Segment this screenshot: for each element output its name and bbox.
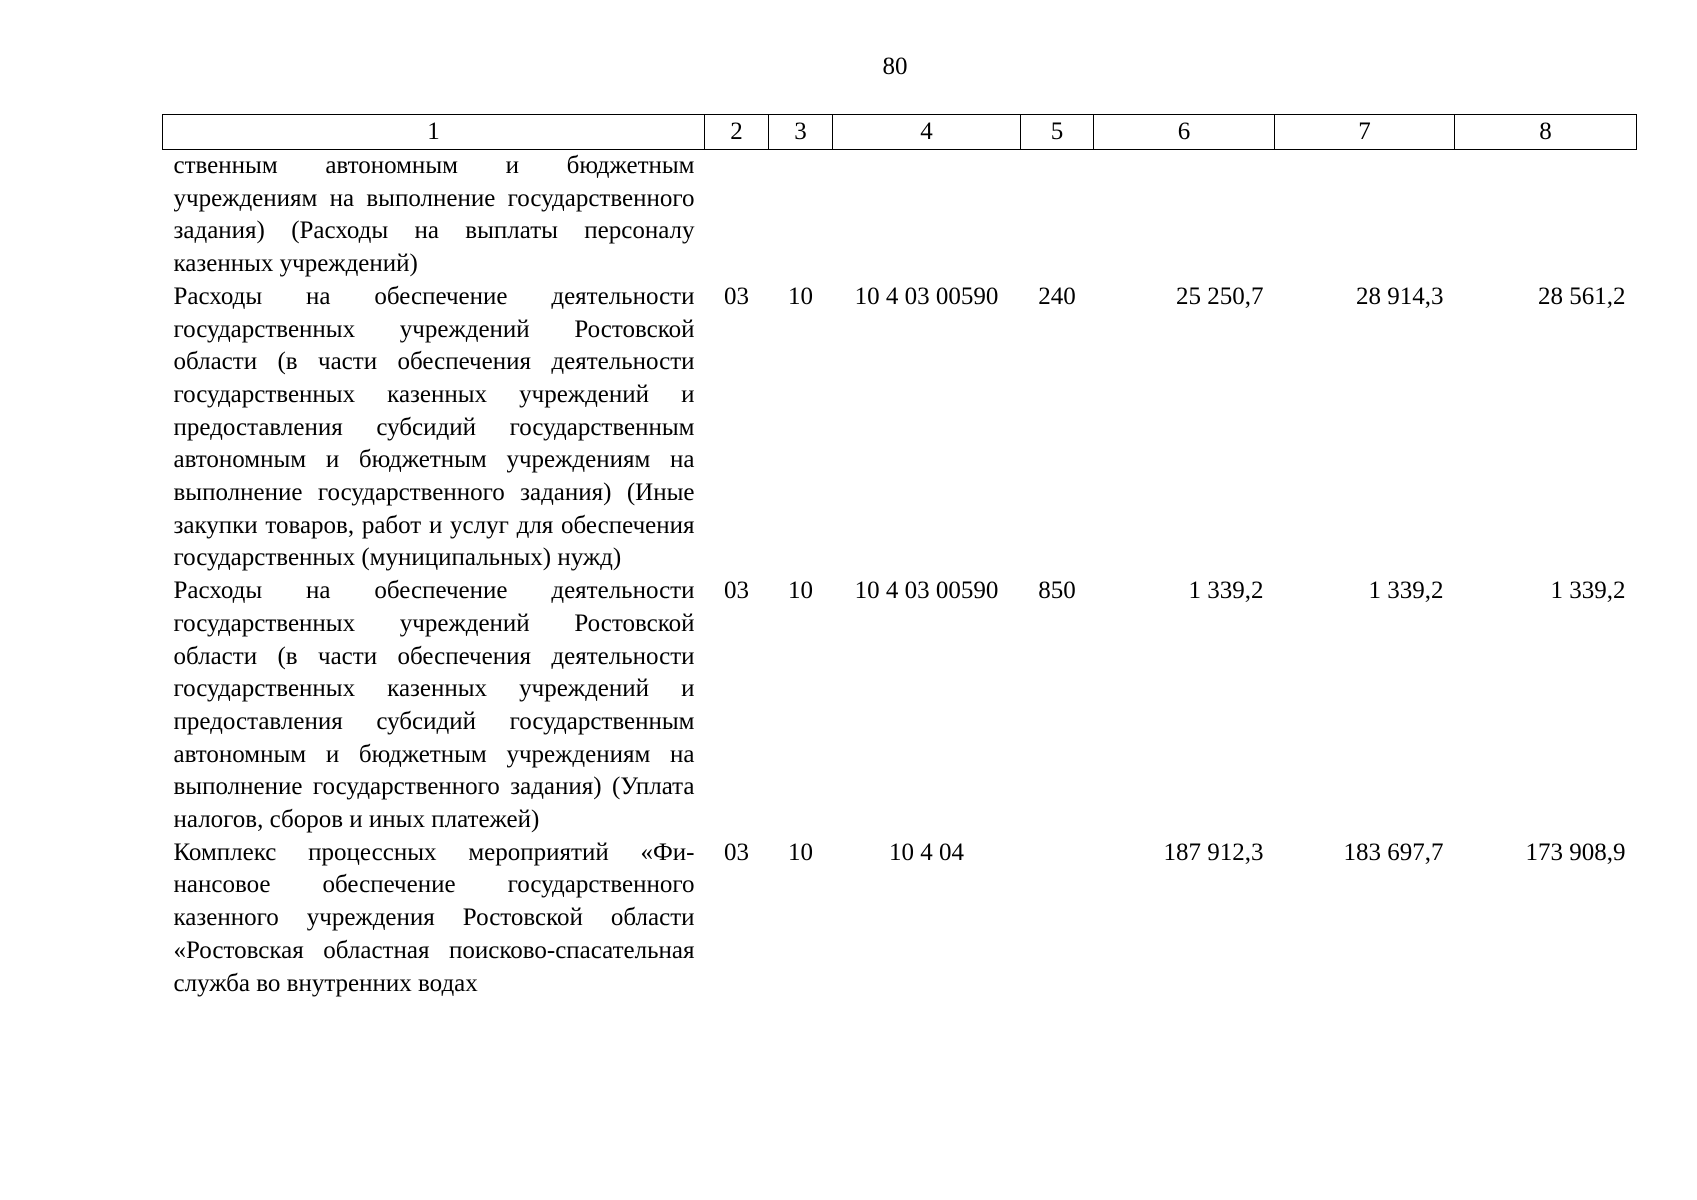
header-cell-5: 5 <box>1021 115 1094 150</box>
header-cell-7: 7 <box>1275 115 1455 150</box>
row-amount-col7 <box>1275 150 1455 281</box>
budget-table <box>162 114 1637 1000</box>
row-amount-col8 <box>1455 150 1637 281</box>
table-row <box>163 837 1637 1001</box>
row-amount-col7: 1 339,2 <box>1368 577 1444 605</box>
row-section: 03 <box>724 282 749 310</box>
row-amount-col8: 173 908,9 <box>1525 838 1626 866</box>
table-row <box>163 575 1637 837</box>
row-subsection: 10 <box>788 838 813 866</box>
row-amount-col8: 28 561,2 <box>1538 282 1626 310</box>
row-subsection <box>769 150 833 281</box>
header-cell-3: 3 <box>769 115 833 150</box>
row-subsection: 10 <box>788 577 813 605</box>
row-expense-type: 240 <box>1038 282 1076 310</box>
row-section: 03 <box>724 838 749 866</box>
row-expense-type <box>1021 837 1094 1001</box>
row-expense-type <box>1021 150 1094 281</box>
header-cell-4: 4 <box>833 115 1021 150</box>
table-row <box>163 150 1637 281</box>
row-description: Расходы на обеспечение деятельности государственных учреждений Ростовской области (в части обеспечения деятельности государственных казенных учреждений и предоставления субсидий государственным автономным и бюджетным учреждениям на выполнение государственного задания) (Уплата налогов, сборов и иных платежей) <box>173 577 695 834</box>
row-description: Комплекс процессных мероприятий «Финансовое обеспечение государственного казенного учреждения Ростовской области «Ростовская областная поисково-спасательная служба во внутренних водах <box>173 838 695 997</box>
row-expense-type: 850 <box>1038 577 1076 605</box>
row-amount-col7: 28 914,3 <box>1356 282 1444 310</box>
table-row <box>163 281 1637 575</box>
page-number: 80 <box>882 53 908 80</box>
header-cell-1: 1 <box>163 115 705 150</box>
table-header-row <box>163 115 1637 150</box>
row-target-code <box>833 150 1021 281</box>
row-section <box>705 150 769 281</box>
row-target-code: 10 4 03 00590 <box>854 577 999 605</box>
header-cell-6: 6 <box>1094 115 1275 150</box>
row-subsection: 10 <box>788 282 813 310</box>
row-amount-col6: 25 250,7 <box>1176 282 1264 310</box>
row-amount-col6 <box>1094 150 1275 281</box>
row-target-code: 10 4 04 <box>889 838 964 866</box>
row-amount-col6: 187 912,3 <box>1163 838 1264 866</box>
row-amount-col6: 1 339,2 <box>1188 577 1264 605</box>
row-description: ственным автономным и бюджетным учреждениям на выполнение государственного задания) (Расходы на выплаты персоналу казенных учреждений) <box>173 152 695 278</box>
header-cell-8: 8 <box>1455 115 1637 150</box>
row-amount-col8: 1 339,2 <box>1550 577 1626 605</box>
row-section: 03 <box>724 577 749 605</box>
row-target-code: 10 4 03 00590 <box>854 282 999 310</box>
header-cell-2: 2 <box>705 115 769 150</box>
row-description: Расходы на обеспечение деятельности государственных учреждений Ростовской области (в части обеспечения деятельности государственных казенных учреждений и предоставления субсидий государственным автономным и бюджетным учреждениям на выполнение государственного задания) (Иные закупки товаров, работ и услуг для обеспечения государственных (муниципальных) нужд) <box>173 282 695 572</box>
row-amount-col7: 183 697,7 <box>1343 838 1444 866</box>
